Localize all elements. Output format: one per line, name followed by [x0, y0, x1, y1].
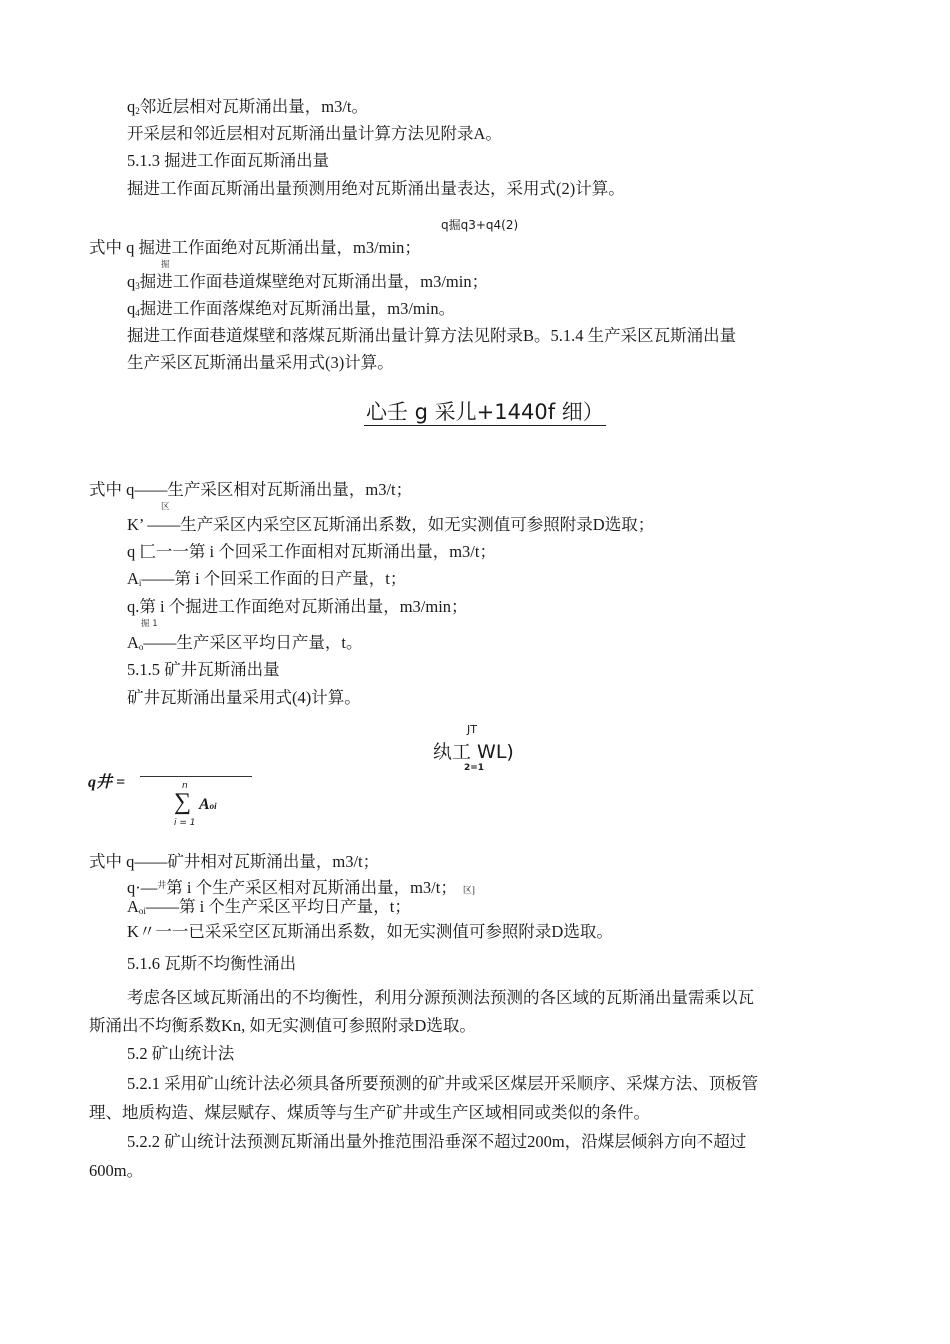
subscript-jue: 掘 — [161, 260, 170, 270]
line-q4-definition: $q_4$掘进工作面落煤绝对瓦斯涌出量，m3/min。 — [127, 299, 456, 318]
sum-term — [199, 796, 217, 814]
text-b: 第 i 个生产采区相对瓦斯涌出量，m3/t； — [166, 878, 457, 897]
subscript: 3 — [135, 281, 140, 291]
line-q2-definition: $q_2$邻近层相对瓦斯涌出量，m3/t。 — [127, 97, 369, 116]
equation-4-lhs: q井 = — [88, 774, 126, 791]
equation-3-text: 心壬 g 采儿+1440f 细） — [366, 400, 604, 424]
line-q3-definition: $q_3$掘进工作面巷道煤壁绝对瓦斯涌出量，m3/min； — [127, 272, 489, 291]
text: ——第 i 个生产采区平均日产量，t； — [145, 897, 411, 916]
equation-4-top: JT — [467, 723, 477, 736]
subscript-qu: 区 — [161, 502, 170, 512]
line-ao-definition: $A_o——$生产采区平均日产量，t。 — [127, 633, 363, 652]
line-aoi-definition: $A_{oi}——$第 i 个生产采区平均日产量，t； — [127, 897, 411, 916]
heading-5-1-3: 5.1.3 掘进工作面瓦斯涌出量 — [127, 151, 330, 170]
line-q-qu-definition: 式中 q——生产采区相对瓦斯涌出量，m3/t； — [89, 480, 413, 499]
sum-upper-limit: n — [182, 781, 188, 791]
sum-term-subscript: oi — [209, 801, 217, 811]
equation-4-bottom: 2=1 — [464, 763, 485, 773]
paragraph-imbalance-line-2: 斯涌出不均衡系数Kn, 如无实测值可参照附录D选取。 — [89, 1016, 476, 1035]
heading-5-1-6: 5.1.6 瓦斯不均衡性涌出 — [127, 954, 297, 973]
subscript: 4 — [135, 308, 140, 318]
line-k-prime-definition: K’ ——生产采区内采空区瓦斯涌出系数，如无实测值可参照附录D选取； — [127, 515, 655, 534]
paragraph-5-2-2-line-1: 5.2.2 矿山统计法预测瓦斯涌出量外推范围沿垂深不超过200m，沿煤层倾斜方向不超过 — [127, 1132, 747, 1151]
line-method-ref-b: 掘进工作面巷道煤壁和落煤瓦斯涌出量计算方法见附录B。5.1.4 生产采区瓦斯涌出量 — [127, 326, 737, 345]
subscript-jue-1: 掘 1 — [141, 619, 158, 629]
subscript: i — [138, 578, 142, 588]
subscript: o — [138, 642, 144, 652]
line-q-jue-i-definition: q.第 i 个掘进工作面绝对瓦斯涌出量，m3/min； — [127, 597, 468, 616]
line-k-double-prime-definition: K〃一一已采采空区瓦斯涌出系数，如无实测值可参照附录D选取。 — [127, 922, 613, 941]
paragraph-5-2-1-line-1: 5.2.1 采用矿山统计法必须具备所要预测的矿井或采区煤层开采顺序、采煤方法、顶板管 — [127, 1074, 759, 1093]
paragraph-5-2-1-line-2: 理、地质构造、煤层赋存、煤质等与生产矿井或生产区域相同或类似的条件。 — [89, 1103, 650, 1122]
superscript-jing: 井 — [157, 880, 167, 890]
line-formula-2-intro: 掘进工作面瓦斯涌出量预测用绝对瓦斯涌出量表达，采用式(2)计算。 — [127, 179, 625, 198]
equation-4-main: 纨工 WL) — [433, 741, 514, 763]
sum-term-a: A — [199, 796, 210, 813]
line-q-jing-definition: 式中 q——矿井相对瓦斯涌出量，m3/t； — [89, 852, 380, 871]
text: ——生产采区平均日产量，t。 — [143, 633, 363, 652]
text-a: q·— — [127, 878, 158, 897]
paragraph-imbalance-line-1: 考虑各区域瓦斯涌出的不均衡性，利用分源预测法预测的各区域的瓦斯涌出量需乘以瓦 — [127, 988, 754, 1007]
equation-2: q掘q3+q4(2) — [441, 218, 519, 232]
heading-5-2: 5.2 矿山统计法 — [127, 1044, 235, 1063]
text: ——第 i 个回采工作面的日产量，t； — [141, 569, 407, 588]
equation-3 — [364, 396, 606, 426]
text: 邻近层相对瓦斯涌出量，m3/t。 — [139, 97, 369, 116]
line-method-ref-a: 开采层和邻近层相对瓦斯涌出量计算方法见附录A。 — [127, 124, 502, 143]
trailing-mark: 区] — [462, 885, 475, 895]
subscript: oi — [138, 906, 146, 916]
fraction-bar — [140, 776, 252, 777]
line-q-jue-definition: 式中 q 掘进工作面绝对瓦斯涌出量，m3/min； — [89, 238, 421, 257]
line-q-huicai-definition: q 匚一一第 i 个回采工作面相对瓦斯涌出量，m3/t； — [127, 542, 496, 561]
subscript: 2 — [135, 106, 140, 116]
line-ai-definition: $A_i——$第 i 个回采工作面的日产量，t； — [127, 569, 407, 588]
sum-symbol: ∑ — [174, 789, 192, 815]
text: 掘进工作面落煤绝对瓦斯涌出量，m3/min。 — [139, 299, 456, 318]
paragraph-5-2-2-line-2: 600m。 — [89, 1161, 144, 1180]
line-formula-4-intro: 矿井瓦斯涌出量采用式(4)计算。 — [127, 688, 361, 707]
sum-lower-limit: i = 1 — [174, 818, 196, 828]
line-formula-3-intro: 生产采区瓦斯涌出量采用式(3)计算。 — [127, 353, 394, 372]
heading-5-1-5: 5.1.5 矿井瓦斯涌出量 — [127, 660, 280, 679]
text: 掘进工作面巷道煤壁绝对瓦斯涌出量，m3/min； — [139, 272, 489, 291]
